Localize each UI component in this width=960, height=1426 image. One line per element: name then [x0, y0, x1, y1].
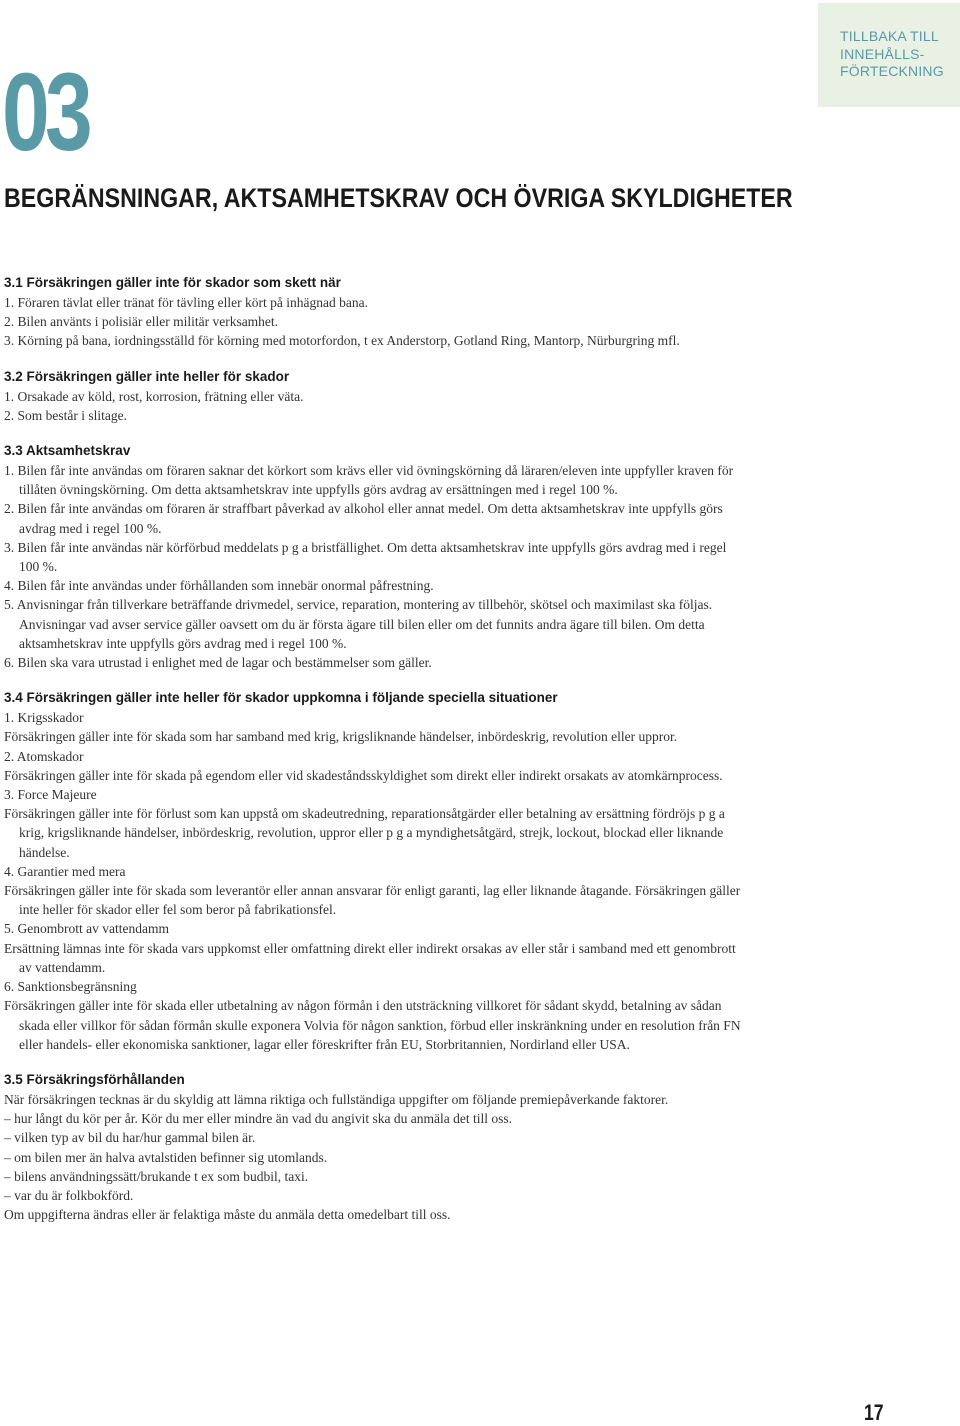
- section-heading: 3.3 Aktsamhetskrav: [4, 443, 131, 459]
- list-item: 4. Bilen får inte användas under förhållanden som innebär onormal påfrestning.: [4, 578, 434, 594]
- section-heading: 3.5 Försäkringsförhållanden: [4, 1071, 185, 1087]
- list-item-text: Ersättning lämnas inte för skada vars uppkomst eller omfattning direkt eller indirekt orsakas av eller står i samband med ett genombrott av vattendamm.: [4, 940, 736, 975]
- list-item-title: 4. Garantier med mera: [4, 863, 126, 879]
- list-item-text: Försäkringen gäller inte för skada som har samband med krig, krigsliknande händelser, inbördeskrig, revolution eller uppror.: [4, 729, 678, 745]
- section-3-3: [4, 440, 744, 672]
- list-item: – hur långt du kör per år. Kör du mer eller mindre än vad du angivit ska du anmäla det till oss.: [4, 1111, 512, 1127]
- list-item-text: Försäkringen gäller inte för förlust som kan uppstå om skadeutredning, reparationsåtgärder eller betalning av ersättning fördröjs p g a krig, krigsliknande händelser, inbördeskrig, revolution, uppror eller p g a myndighetsåtgärd, strejk, lockout, blockad eller liknande händelse.: [4, 806, 725, 860]
- list-item-text: Försäkringen gäller inte för skada som leverantör eller annan ansvarar för enligt garanti, lag eller liknande åtagande. Försäkringen gäller inte heller för skador eller fel som beror på fabrikationsfel.: [4, 883, 741, 918]
- list-item: [4, 785, 744, 862]
- section-3-5: [4, 1069, 744, 1224]
- section-3-4: [4, 687, 744, 1054]
- list-item: 1. Bilen får inte användas om föraren saknar det körkort som krävs eller vid övningskörning då läraren/eleven inte uppfyller kraven för tillåten övningskörning. Om detta aktsamhetskrav inte uppfylls görs avdrag av ersättningen med i regel 100 %.: [4, 463, 734, 498]
- list-item: – bilens användningssätt/brukande t ex som budbil, taxi.: [4, 1168, 309, 1184]
- list-item-title: 1. Krigsskador: [4, 710, 84, 726]
- list-item: 5. Anvisningar från tillverkare beträffande drivmedel, service, reparation, montering av tillbehör, skötsel och maximilast ska följas. Anvisningar vad avser service gäller oavsett om du är första ägare till bilen eller om det funnits andra ägare till bilen. Om detta aktsamhetskrav inte uppfylls görs avdrag med i regel 100 %.: [4, 597, 713, 651]
- document-body: [4, 272, 744, 1224]
- list-item: 6. Bilen ska vara utrustad i enlighet med de lagar och bestämmelser som gäller.: [4, 655, 432, 671]
- chapter-number: 03: [2, 51, 89, 174]
- section-heading: 3.4 Försäkringen gäller inte heller för skador uppkomna i följande speciella situationer: [4, 690, 558, 706]
- list-item-text: Försäkringen gäller inte för skada på egendom eller vid skadeståndsskyldighet som direkt eller indirekt orsakats av atomkärnprocess.: [4, 767, 723, 783]
- back-to-toc-label-line-2: INNEHÅLLS-: [840, 45, 925, 62]
- section-3-2: [4, 366, 744, 425]
- page-number: 17: [864, 1400, 884, 1425]
- list-item-title: 3. Force Majeure: [4, 787, 97, 803]
- list-item: 1. Föraren tävlat eller tränat för tävling eller kört på inhägnad bana.: [4, 295, 368, 310]
- list-item: 2. Bilen får inte användas om föraren är straffbart påverkad av alkohol eller annat medel. Om detta aktsamhetskrav inte uppfylls görs avdrag med i regel 100 %.: [4, 501, 723, 536]
- list-item: – var du är folkbokförd.: [4, 1187, 134, 1203]
- section-3-1: [4, 272, 744, 351]
- list-item: 1. Orsakade av köld, rost, korrosion, frätning eller väta.: [4, 388, 304, 404]
- list-item: [4, 708, 744, 746]
- list-item: [4, 919, 744, 977]
- back-to-toc-label-line-1: TILLBAKA TILL: [840, 28, 939, 44]
- list-item-text: Försäkringen gäller inte för skada eller utbetalning av någon förmån i den utsträckning villkoret för sådant skydd, betalning av sådan skada eller villkor för sådan förmån skulle exponera Volvia för någon sanktion, förbud eller inskränkning under en resolution från FN eller handels- eller ekonomiska sanktioner, lagar eller föreskrifter från EU, Storbritannien, Nordirland eller USA.: [4, 998, 741, 1052]
- section-heading: 3.1 Försäkringen gäller inte för skador som skett när: [4, 275, 341, 290]
- list-item-title: 2. Atomskador: [4, 748, 84, 764]
- list-item: 3. Bilen får inte användas när körförbud meddelats p g a bristfällighet. Om detta aktsamhetskrav inte uppfylls görs avdrag med i regel 100 %.: [4, 539, 727, 575]
- list-item: – om bilen mer än halva avtalstiden befinner sig utomlands.: [4, 1149, 328, 1165]
- list-item: 2. Bilen använts i polisiär eller militär verksamhet.: [4, 314, 279, 330]
- list-item-title: 6. Sanktionsbegränsning: [4, 979, 137, 995]
- intro-paragraph: När försäkringen tecknas är du skyldig att lämna riktiga och fullständiga uppgifter om följande premiepåverkande faktorer.: [4, 1091, 669, 1107]
- back-to-toc-link[interactable]: [818, 3, 960, 107]
- list-item: [4, 862, 744, 920]
- list-item: [4, 977, 744, 1054]
- list-item: 2. Som består i slitage.: [4, 407, 127, 423]
- list-item: 3. Körning på bana, iordningsställd för körning med motorfordon, t ex Anderstorp, Gotland Ring, Mantorp, Nürburgring mfl.: [4, 333, 680, 349]
- list-item: – vilken typ av bil du har/hur gammal bilen är.: [4, 1130, 256, 1146]
- chapter-title: BEGRÄNSNINGAR, AKTSAMHETSKRAV OCH ÖVRIGA SKYLDIGHETER: [4, 183, 793, 213]
- back-to-toc-label-line-3: FÖRTECKNING: [840, 63, 944, 79]
- list-item-title: 5. Genombrott av vattendamm: [4, 921, 169, 937]
- list-item: [4, 747, 744, 785]
- closing-paragraph: Om uppgifterna ändras eller är felaktiga måste du anmäla detta omedelbart till oss.: [4, 1207, 451, 1223]
- section-heading: 3.2 Försäkringen gäller inte heller för skador: [4, 368, 290, 384]
